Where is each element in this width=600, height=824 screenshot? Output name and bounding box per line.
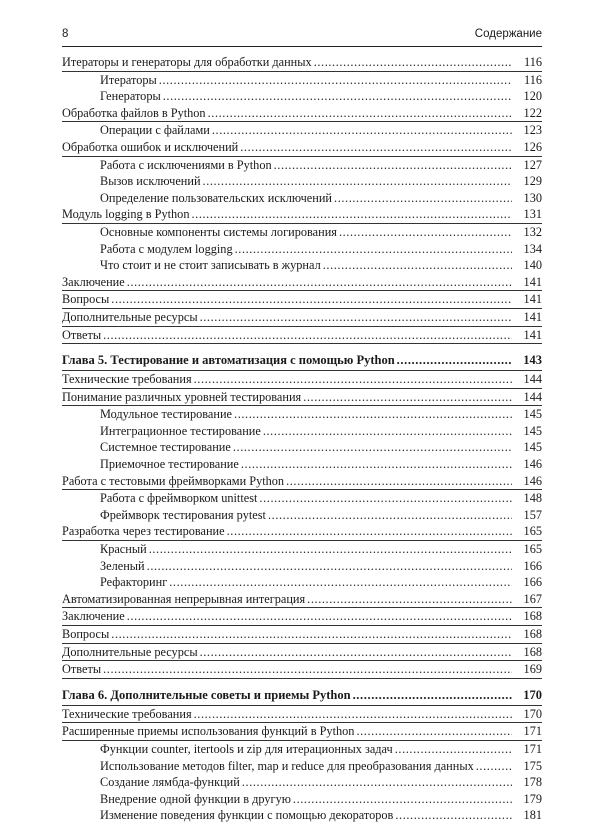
- toc-entry-page: 120: [523, 89, 542, 104]
- toc-entry[interactable]: [62, 807, 542, 824]
- dot-leader: [334, 190, 512, 207]
- toc-entry[interactable]: [62, 54, 542, 72]
- dot-leader: [274, 157, 512, 174]
- toc-entry-title: Модульное тестирование: [100, 407, 233, 422]
- dot-leader: [293, 791, 512, 808]
- dot-leader: [127, 608, 512, 625]
- toc-entry[interactable]: [62, 791, 542, 808]
- dot-leader: [194, 371, 512, 388]
- toc-entry-page: 169: [523, 662, 542, 677]
- dot-leader: [203, 173, 512, 190]
- toc-entry-title: Генераторы: [100, 89, 161, 104]
- toc-entry-title: Глава 5. Тестирование и автоматизация с помощью Python: [62, 353, 395, 368]
- toc-entry-title: Основные компоненты системы логирования: [100, 224, 337, 239]
- toc-entry-title: Операции с файлами: [100, 123, 210, 138]
- toc-entry-title: Разработка через тестирование: [62, 524, 225, 539]
- toc-entry-title: Работа с исключениями в Python: [100, 157, 272, 172]
- toc-entry-title: Дополнительные ресурсы: [62, 309, 198, 324]
- toc-entry-title: Технические требования: [62, 372, 192, 387]
- dot-leader: [103, 661, 512, 678]
- dot-leader: [339, 224, 512, 241]
- toc-entry-page: 127: [523, 157, 542, 172]
- toc-entry[interactable]: [62, 774, 542, 791]
- toc-entry-title: Дополнительные ресурсы: [62, 644, 198, 659]
- toc-entry-page: 170: [523, 687, 542, 702]
- toc-entry-title: Работа с тестовыми фреймворками Python: [62, 473, 285, 488]
- toc-entry-title: Итераторы: [100, 72, 157, 87]
- toc-entry-page: 165: [523, 542, 542, 557]
- dot-leader: [111, 291, 512, 308]
- toc-entry[interactable]: [62, 389, 542, 407]
- dot-leader: [227, 523, 512, 540]
- toc-entry-page: 171: [523, 724, 542, 739]
- toc-entry-page: 141: [523, 292, 542, 307]
- toc-entry[interactable]: [62, 274, 542, 292]
- toc-entry-title: Понимание различных уровней тестирования: [62, 389, 302, 404]
- toc-entry[interactable]: [62, 439, 542, 456]
- toc-entry-page: 166: [523, 558, 542, 573]
- page-header: [62, 26, 542, 44]
- dot-leader: [395, 741, 512, 758]
- toc-chapter-entry[interactable]: [62, 685, 542, 706]
- toc-entry[interactable]: [62, 224, 542, 241]
- toc-entry-page: 157: [523, 507, 542, 522]
- toc-entry-title: Рефакторинг: [100, 575, 168, 590]
- toc-entry-title: Использование методов filter, map и reduce для преобразования данных: [100, 758, 474, 773]
- toc-entry[interactable]: [62, 541, 542, 558]
- toc-entry-page: 126: [523, 139, 542, 154]
- toc-entry-title: Вопросы: [62, 292, 110, 307]
- toc-entry-title: Автоматизированная непрерывная интеграция: [62, 591, 306, 606]
- toc-entry-page: 166: [523, 575, 542, 590]
- toc-entry-page: 179: [523, 791, 542, 806]
- toc-entry-page: 146: [523, 473, 542, 488]
- toc-entry[interactable]: [62, 591, 542, 609]
- toc-entry-page: 141: [523, 309, 542, 324]
- toc-entry-page: 144: [523, 372, 542, 387]
- toc-entry[interactable]: [62, 758, 542, 775]
- dot-leader: [286, 473, 512, 490]
- toc-entry[interactable]: [62, 507, 542, 524]
- toc-entry-title: Работа с фреймворком unittest: [100, 491, 258, 506]
- dot-leader: [200, 309, 512, 326]
- toc-entry[interactable]: [62, 157, 542, 174]
- toc-entry[interactable]: [62, 206, 542, 224]
- toc-entry-page: 130: [523, 190, 542, 205]
- toc-entry-title: Обработка ошибок и исключений: [62, 139, 239, 154]
- toc-entry[interactable]: [62, 626, 542, 644]
- dot-leader: [323, 257, 512, 274]
- toc-entry-page: 145: [523, 440, 542, 455]
- dot-leader: [353, 685, 512, 705]
- toc-entry-title: Функции counter, itertools и zip для итерационных задач: [100, 741, 393, 756]
- toc-entry-page: 146: [523, 457, 542, 472]
- toc-entry-page: 168: [523, 609, 542, 624]
- toc-entry-title: Работа с модулем logging: [100, 241, 233, 256]
- toc-entry[interactable]: [62, 122, 542, 139]
- toc-entry[interactable]: [62, 723, 542, 741]
- dot-leader: [159, 72, 512, 89]
- toc-entry-page: 168: [523, 627, 542, 641]
- toc-entry[interactable]: [62, 423, 542, 440]
- toc-entry-title: Фреймворк тестирования pytest: [100, 507, 266, 522]
- toc-entry-title: Определение пользовательских исключений: [100, 190, 333, 205]
- toc-entry-page: 175: [523, 758, 542, 773]
- dot-leader: [147, 558, 512, 575]
- toc-entry-title: Системное тестирование: [100, 440, 231, 455]
- toc-entry[interactable]: [62, 72, 542, 89]
- toc-entry-title: Технические требования: [62, 706, 192, 721]
- toc-entry-page: 140: [523, 258, 542, 273]
- toc-entry[interactable]: [62, 139, 542, 157]
- toc-entry-page: 171: [523, 741, 542, 756]
- toc-entry[interactable]: [62, 608, 542, 626]
- toc-entry[interactable]: [62, 473, 542, 491]
- dot-leader: [127, 274, 512, 291]
- toc-entry-page: 123: [523, 123, 542, 138]
- toc-entry-page: 144: [523, 389, 542, 404]
- dot-leader: [268, 507, 512, 524]
- toc-entry-title: Вопросы: [62, 627, 110, 641]
- toc-entry-page: 168: [523, 644, 542, 659]
- toc-entry-page: 131: [523, 207, 542, 222]
- toc-entry-title: Расширенные приемы использования функций в Python: [62, 724, 355, 739]
- toc-entry-title: Вызов исключений: [100, 174, 201, 189]
- dot-leader: [307, 591, 512, 608]
- toc-entry[interactable]: [62, 456, 542, 473]
- toc-entry-title: Итераторы и генераторы для обработки данных: [62, 55, 312, 69]
- toc-entry-title: Заключение: [62, 274, 125, 289]
- header-rule: [62, 46, 542, 47]
- toc-entry-page: 116: [524, 72, 542, 87]
- toc-entry-page: 141: [523, 327, 542, 342]
- dot-leader: [259, 490, 512, 507]
- toc-entry-title: Красный: [100, 542, 147, 557]
- toc-entry-title: Зеленый: [100, 558, 145, 573]
- toc-entry[interactable]: [62, 241, 542, 258]
- dot-leader: [149, 541, 512, 558]
- dot-leader: [111, 626, 512, 643]
- toc-entry-page: 134: [523, 241, 542, 256]
- toc-entry[interactable]: [62, 741, 542, 758]
- dot-leader: [356, 723, 512, 740]
- toc-entry-title: Создание лямбда-функций: [100, 775, 240, 790]
- toc-entry-page: 141: [523, 274, 542, 289]
- toc-entry[interactable]: [62, 173, 542, 190]
- toc-entry-page: 145: [523, 407, 542, 422]
- toc-entry-page: 170: [523, 706, 542, 721]
- toc-entry-page: 122: [523, 105, 542, 120]
- dot-leader: [303, 389, 512, 406]
- toc-entry-page: 132: [523, 224, 542, 239]
- toc-entry[interactable]: [62, 406, 542, 423]
- toc-entry[interactable]: [62, 661, 542, 679]
- running-title: Содержание: [474, 28, 542, 40]
- dot-leader: [233, 439, 512, 456]
- dot-leader: [194, 706, 512, 723]
- toc-entry-title: Изменение поведения функции с помощью декораторов: [100, 808, 394, 823]
- dot-leader: [263, 423, 512, 440]
- toc-entry[interactable]: [62, 574, 542, 591]
- toc-entry[interactable]: [62, 327, 542, 345]
- toc-entry-title: Модуль logging в Python: [62, 207, 190, 222]
- dot-leader: [240, 139, 512, 156]
- toc-entry[interactable]: [62, 257, 542, 274]
- toc-chapter-entry[interactable]: [62, 350, 542, 371]
- toc-entry[interactable]: [62, 644, 542, 662]
- toc-entry[interactable]: [62, 523, 542, 541]
- dot-leader: [395, 807, 512, 824]
- toc-entry-page: 165: [523, 524, 542, 539]
- toc-entry-title: Что стоит и не стоит записывать в журнал: [100, 258, 321, 273]
- toc-entry[interactable]: [62, 105, 542, 123]
- toc-entry[interactable]: [62, 291, 542, 309]
- toc-entry[interactable]: [62, 190, 542, 207]
- toc-entry-page: 148: [523, 491, 542, 506]
- dot-leader: [235, 241, 512, 258]
- dot-leader: [242, 774, 512, 791]
- toc-entry-title: Обработка файлов в Python: [62, 105, 206, 120]
- toc-entry[interactable]: [62, 558, 542, 575]
- dot-leader: [476, 758, 512, 775]
- dot-leader: [163, 88, 512, 105]
- dot-leader: [397, 350, 512, 370]
- toc-entry[interactable]: [62, 88, 542, 105]
- toc-entry-page: 181: [523, 808, 542, 823]
- toc-entry[interactable]: [62, 309, 542, 327]
- toc-entry-title: Глава 6. Дополнительные советы и приемы Python: [62, 687, 351, 702]
- toc-entry-page: 178: [523, 775, 542, 790]
- toc-entry-title: Ответы: [62, 327, 102, 342]
- toc-entry-title: Приемочное тестирование: [100, 457, 239, 472]
- toc-entry-page: 129: [523, 174, 542, 189]
- toc-entry[interactable]: [62, 490, 542, 507]
- page-number: 8: [62, 28, 69, 40]
- dot-leader: [208, 105, 512, 122]
- dot-leader: [169, 574, 512, 591]
- dot-leader: [314, 54, 512, 71]
- toc-entry-page: 116: [524, 55, 542, 69]
- toc-entry-title: Внедрение одной функции в другую: [100, 791, 291, 806]
- table-of-contents: [62, 54, 542, 824]
- dot-leader: [103, 327, 512, 344]
- toc-entry-page: 145: [523, 423, 542, 438]
- toc-entry[interactable]: [62, 706, 542, 724]
- toc-entry[interactable]: [62, 371, 542, 389]
- dot-leader: [212, 122, 512, 139]
- toc-entry-title: Интеграционное тестирование: [100, 423, 261, 438]
- dot-leader: [241, 456, 512, 473]
- toc-entry-page: 167: [523, 591, 542, 606]
- toc-entry-title: Заключение: [62, 609, 125, 624]
- dot-leader: [234, 406, 512, 423]
- toc-entry-title: Ответы: [62, 662, 102, 677]
- toc-entry-page: 143: [523, 353, 542, 368]
- dot-leader: [200, 644, 512, 661]
- dot-leader: [191, 206, 512, 223]
